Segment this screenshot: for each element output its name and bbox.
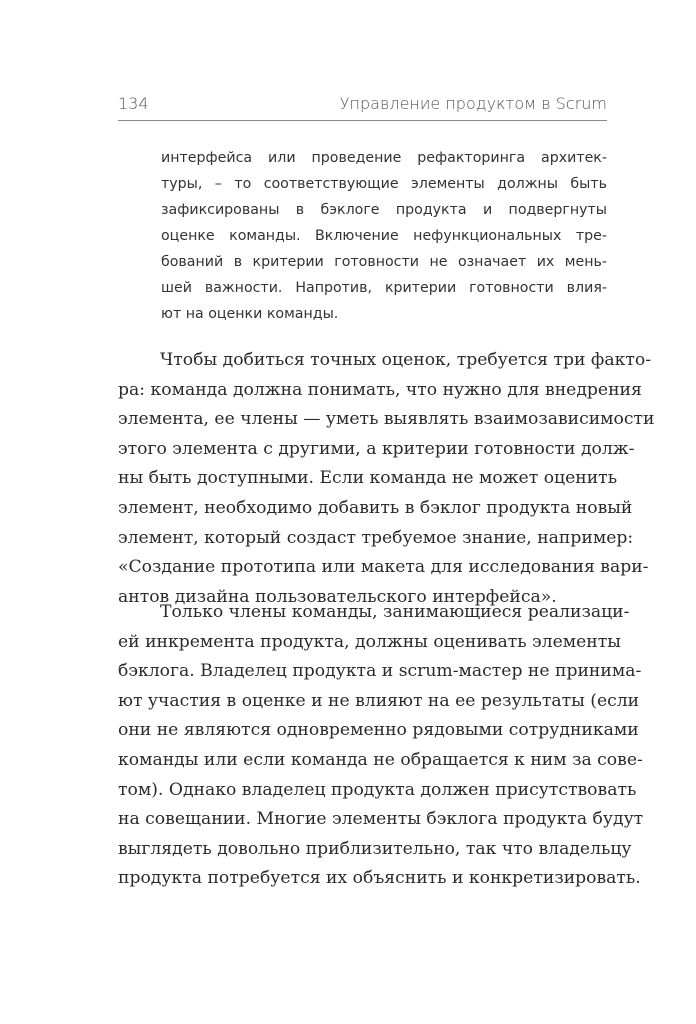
paragraph-2 (118, 598, 644, 894)
text-line: элемент, который создаст требуемое знание, например: (118, 527, 634, 548)
text-line: оценке команды. Включение нефункциональных тре- (161, 228, 607, 244)
sidebar-note (161, 145, 607, 327)
text-line: интерфейса или проведение рефакторинга архитек- (161, 150, 607, 166)
text-line: шей важности. Напротив, критерии готовности влия- (161, 280, 607, 296)
page-number: 134 (118, 94, 149, 113)
text-line: бований в критерии готовности не означает их мень- (161, 254, 607, 270)
text-line: туры, – то соответствующие элементы должны быть (161, 176, 607, 192)
text-line: том). Однако владелец продукта должен присутствовать (118, 779, 637, 800)
text-line: ра: команда должна понимать, что нужно для внедрения (118, 379, 642, 400)
running-title: Управление продуктом в Scrum (339, 94, 607, 113)
text-line: бэклога. Владелец продукта и scrum-мастер не принима- (118, 661, 642, 682)
text-line: элемента, ее члены — уметь выявлять взаимозависимости (118, 409, 655, 430)
text-line: Чтобы добиться точных оценок, требуется три факто- (160, 350, 652, 370)
text-line: антов дизайна пользовательского интерфейса». (118, 586, 557, 607)
text-line: ей инкремента продукта, должны оценивать элементы (118, 631, 621, 652)
text-line: ют участия в оценке и не влияют на ее результаты (если (118, 690, 640, 711)
text-line: зафиксированы в бэклоге продукта и подвергнуты (161, 202, 607, 218)
text-line: выглядеть довольно приблизительно, так что владельцу (118, 838, 632, 859)
text-line: элемент, необходимо добавить в бэклог продукта новый (118, 497, 633, 518)
text-line: этого элемента с другими, а критерии готовности долж- (118, 438, 635, 459)
text-line: команды или если команда не обращается к ним за сове- (118, 749, 643, 770)
text-line: они не являются одновременно рядовыми сотрудниками (118, 720, 639, 741)
text-line: Только члены команды, занимающиеся реализаци- (160, 602, 630, 622)
text-line: на совещании. Многие элементы бэклога продукта будут (118, 809, 644, 830)
text-line: продукта потребуется их объяснить и конкретизировать. (118, 868, 641, 889)
text-line: «Создание прототипа или макета для исследования вари- (118, 557, 649, 578)
running-header (118, 92, 607, 121)
text-line: ют на оценки команды. (161, 306, 339, 322)
text-line: ны быть доступными. Если команда не может оценить (118, 468, 618, 489)
